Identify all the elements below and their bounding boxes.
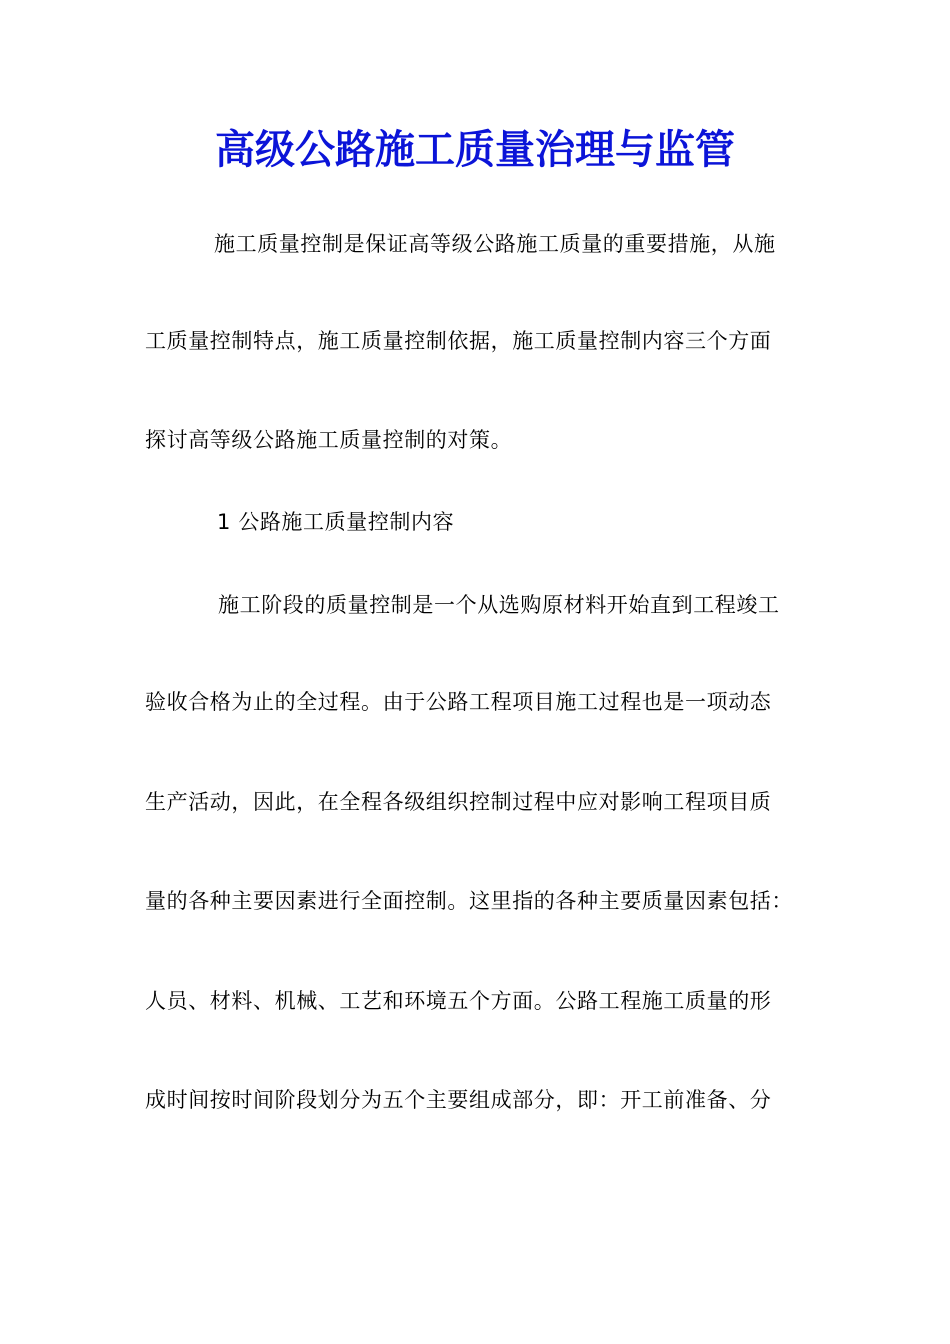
paragraph2-line-5: 人员、材料、机械、工艺和环境五个方面。公路工程施工质量的形 [145, 989, 772, 1013]
paragraph1-line-2: 工质量控制特点，施工质量控制依据，施工质量控制内容三个方面 [145, 329, 772, 353]
section-heading: 1 公路施工质量控制内容 [217, 510, 455, 534]
document-title: 高级公路施工质量治理与监管 [215, 126, 735, 173]
paragraph2-line-4: 量的各种主要因素进行全面控制。这里指的各种主要质量因素包括： [145, 889, 793, 913]
paragraph1-line-1: 施工质量控制是保证高等级公路施工质量的重要措施，从施 [214, 232, 776, 256]
paragraph2-line-3: 生产活动，因此，在全程各级组织控制过程中应对影响工程项目质 [145, 790, 772, 814]
paragraph1-line-3: 探讨高等级公路施工质量控制的对策。 [145, 428, 513, 452]
paragraph2-line-1: 施工阶段的质量控制是一个从选购原材料开始直到工程竣工 [218, 593, 780, 617]
paragraph2-line-6: 成时间按时间阶段划分为五个主要组成部分，即：开工前准备、分 [145, 1088, 772, 1112]
paragraph2-line-2: 验收合格为止的全过程。由于公路工程项目施工过程也是一项动态 [145, 690, 772, 714]
